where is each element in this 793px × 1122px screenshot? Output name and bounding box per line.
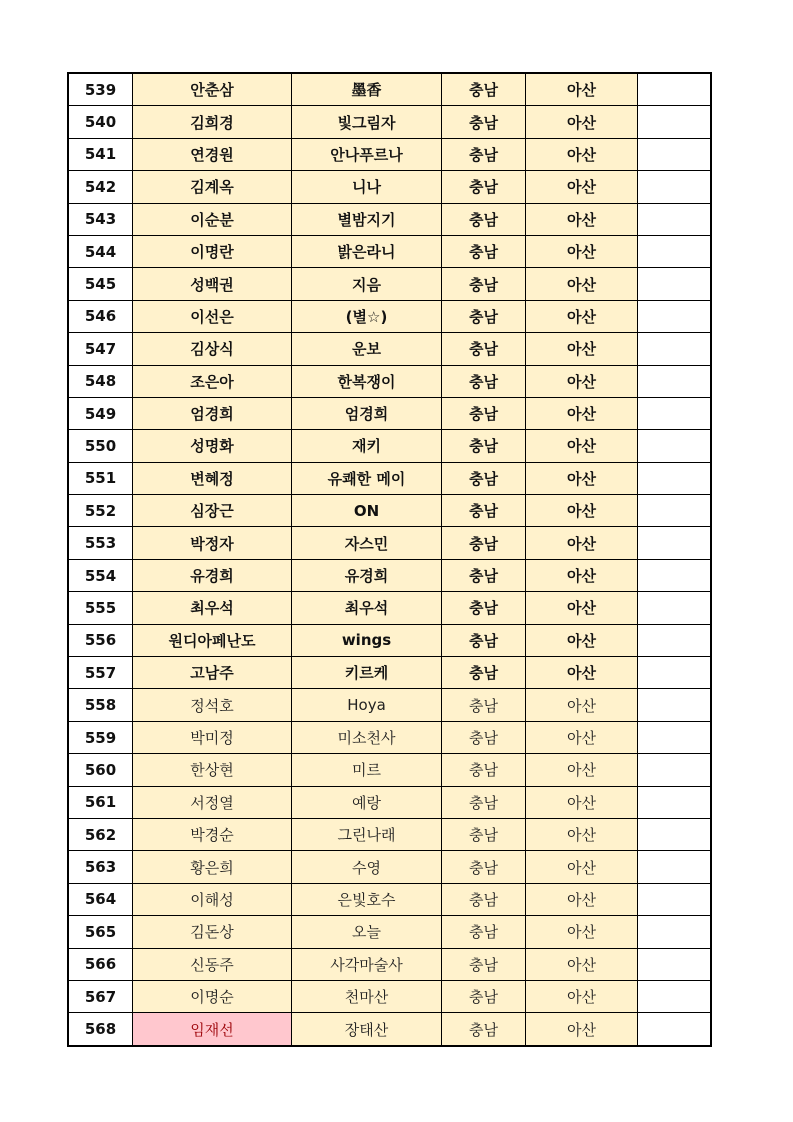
- empty-cell: [638, 397, 712, 429]
- row-number-cell: 563: [68, 851, 133, 883]
- nickname-cell: wings: [292, 624, 442, 656]
- empty-cell: [638, 754, 712, 786]
- name-cell: 정석호: [133, 689, 292, 721]
- row-number-cell: 541: [68, 138, 133, 170]
- nickname-cell: 재키: [292, 430, 442, 462]
- name-cell: 최우석: [133, 592, 292, 624]
- nickname-cell: ON: [292, 495, 442, 527]
- city-cell: 아산: [526, 203, 638, 235]
- province-cell: 충남: [442, 73, 526, 106]
- name-cell: 원디아페난도: [133, 624, 292, 656]
- name-cell: 이해성: [133, 883, 292, 915]
- city-cell: 아산: [526, 106, 638, 138]
- table-row: [68, 721, 711, 753]
- city-cell: 아산: [526, 754, 638, 786]
- province-cell: 충남: [442, 721, 526, 753]
- name-cell: 박경순: [133, 818, 292, 850]
- table-row: [68, 462, 711, 494]
- city-cell: 아산: [526, 624, 638, 656]
- city-cell: 아산: [526, 948, 638, 980]
- table-row: [68, 1013, 711, 1046]
- province-cell: 충남: [442, 365, 526, 397]
- province-cell: 충남: [442, 430, 526, 462]
- name-cell: 고남주: [133, 657, 292, 689]
- province-cell: 충남: [442, 106, 526, 138]
- table-row: [68, 268, 711, 300]
- province-cell: 충남: [442, 883, 526, 915]
- name-cell: 임재선: [133, 1013, 292, 1046]
- nickname-cell: 최우석: [292, 592, 442, 624]
- province-cell: 충남: [442, 527, 526, 559]
- nickname-cell: 한복쟁이: [292, 365, 442, 397]
- roster-body: [68, 73, 711, 1046]
- name-cell: 안춘삼: [133, 73, 292, 106]
- city-cell: 아산: [526, 689, 638, 721]
- row-number-cell: 566: [68, 948, 133, 980]
- empty-cell: [638, 786, 712, 818]
- name-cell: 한상현: [133, 754, 292, 786]
- table-row: [68, 980, 711, 1012]
- row-number-cell: 567: [68, 980, 133, 1012]
- city-cell: 아산: [526, 462, 638, 494]
- city-cell: 아산: [526, 559, 638, 591]
- row-number-cell: 560: [68, 754, 133, 786]
- row-number-cell: 562: [68, 818, 133, 850]
- row-number-cell: 553: [68, 527, 133, 559]
- name-cell: 연경원: [133, 138, 292, 170]
- empty-cell: [638, 980, 712, 1012]
- nickname-cell: 그린나래: [292, 818, 442, 850]
- row-number-cell: 544: [68, 235, 133, 267]
- name-cell: 김계옥: [133, 171, 292, 203]
- empty-cell: [638, 203, 712, 235]
- empty-cell: [638, 721, 712, 753]
- nickname-cell: 빛그림자: [292, 106, 442, 138]
- empty-cell: [638, 333, 712, 365]
- empty-cell: [638, 106, 712, 138]
- province-cell: 충남: [442, 1013, 526, 1046]
- province-cell: 충남: [442, 300, 526, 332]
- table-row: [68, 73, 711, 106]
- nickname-cell: 미소천사: [292, 721, 442, 753]
- row-number-cell: 556: [68, 624, 133, 656]
- city-cell: 아산: [526, 495, 638, 527]
- empty-cell: [638, 138, 712, 170]
- province-cell: 충남: [442, 592, 526, 624]
- nickname-cell: 유경희: [292, 559, 442, 591]
- row-number-cell: 548: [68, 365, 133, 397]
- empty-cell: [638, 527, 712, 559]
- roster-table: [67, 72, 712, 1047]
- table-row: [68, 430, 711, 462]
- name-cell: 심장근: [133, 495, 292, 527]
- name-cell: 이선은: [133, 300, 292, 332]
- nickname-cell: 장태산: [292, 1013, 442, 1046]
- row-number-cell: 551: [68, 462, 133, 494]
- table-row: [68, 527, 711, 559]
- province-cell: 충남: [442, 689, 526, 721]
- row-number-cell: 561: [68, 786, 133, 818]
- city-cell: 아산: [526, 73, 638, 106]
- province-cell: 충남: [442, 559, 526, 591]
- empty-cell: [638, 818, 712, 850]
- name-cell: 성백권: [133, 268, 292, 300]
- city-cell: 아산: [526, 333, 638, 365]
- city-cell: 아산: [526, 268, 638, 300]
- table-row: [68, 171, 711, 203]
- table-row: [68, 365, 711, 397]
- city-cell: 아산: [526, 818, 638, 850]
- nickname-cell: 안나푸르나: [292, 138, 442, 170]
- city-cell: 아산: [526, 527, 638, 559]
- table-row: [68, 203, 711, 235]
- name-cell: 성명화: [133, 430, 292, 462]
- table-row: [68, 592, 711, 624]
- nickname-cell: 墨香: [292, 73, 442, 106]
- name-cell: 박미정: [133, 721, 292, 753]
- table-row: [68, 689, 711, 721]
- nickname-cell: 지음: [292, 268, 442, 300]
- province-cell: 충남: [442, 138, 526, 170]
- row-number-cell: 545: [68, 268, 133, 300]
- row-number-cell: 554: [68, 559, 133, 591]
- name-cell: 김희경: [133, 106, 292, 138]
- empty-cell: [638, 300, 712, 332]
- province-cell: 충남: [442, 171, 526, 203]
- row-number-cell: 568: [68, 1013, 133, 1046]
- table-row: [68, 559, 711, 591]
- name-cell: 이명순: [133, 980, 292, 1012]
- province-cell: 충남: [442, 851, 526, 883]
- empty-cell: [638, 883, 712, 915]
- city-cell: 아산: [526, 592, 638, 624]
- nickname-cell: Hoya: [292, 689, 442, 721]
- city-cell: 아산: [526, 430, 638, 462]
- name-cell: 엄경희: [133, 397, 292, 429]
- nickname-cell: 밝은라니: [292, 235, 442, 267]
- province-cell: 충남: [442, 980, 526, 1012]
- empty-cell: [638, 462, 712, 494]
- empty-cell: [638, 430, 712, 462]
- row-number-cell: 557: [68, 657, 133, 689]
- nickname-cell: 은빛호수: [292, 883, 442, 915]
- empty-cell: [638, 73, 712, 106]
- row-number-cell: 547: [68, 333, 133, 365]
- row-number-cell: 552: [68, 495, 133, 527]
- row-number-cell: 539: [68, 73, 133, 106]
- city-cell: 아산: [526, 980, 638, 1012]
- row-number-cell: 546: [68, 300, 133, 332]
- city-cell: 아산: [526, 721, 638, 753]
- city-cell: 아산: [526, 883, 638, 915]
- nickname-cell: 키르케: [292, 657, 442, 689]
- empty-cell: [638, 657, 712, 689]
- nickname-cell: 자스민: [292, 527, 442, 559]
- city-cell: 아산: [526, 851, 638, 883]
- nickname-cell: 별밤지기: [292, 203, 442, 235]
- province-cell: 충남: [442, 203, 526, 235]
- city-cell: 아산: [526, 235, 638, 267]
- nickname-cell: 오늘: [292, 916, 442, 948]
- empty-cell: [638, 1013, 712, 1046]
- empty-cell: [638, 365, 712, 397]
- name-cell: 변혜정: [133, 462, 292, 494]
- nickname-cell: (별☆): [292, 300, 442, 332]
- row-number-cell: 540: [68, 106, 133, 138]
- table-row: [68, 495, 711, 527]
- name-cell: 이명란: [133, 235, 292, 267]
- table-row: [68, 106, 711, 138]
- nickname-cell: 수영: [292, 851, 442, 883]
- city-cell: 아산: [526, 365, 638, 397]
- empty-cell: [638, 171, 712, 203]
- name-cell: 유경희: [133, 559, 292, 591]
- province-cell: 충남: [442, 786, 526, 818]
- nickname-cell: 예랑: [292, 786, 442, 818]
- table-row: [68, 138, 711, 170]
- empty-cell: [638, 495, 712, 527]
- empty-cell: [638, 851, 712, 883]
- row-number-cell: 555: [68, 592, 133, 624]
- nickname-cell: 엄경희: [292, 397, 442, 429]
- province-cell: 충남: [442, 657, 526, 689]
- province-cell: 충남: [442, 235, 526, 267]
- province-cell: 충남: [442, 268, 526, 300]
- table-row: [68, 300, 711, 332]
- empty-cell: [638, 916, 712, 948]
- name-cell: 김상식: [133, 333, 292, 365]
- table-row: [68, 916, 711, 948]
- city-cell: 아산: [526, 397, 638, 429]
- province-cell: 충남: [442, 754, 526, 786]
- empty-cell: [638, 268, 712, 300]
- empty-cell: [638, 624, 712, 656]
- name-cell: 김돈상: [133, 916, 292, 948]
- nickname-cell: 운보: [292, 333, 442, 365]
- nickname-cell: 니나: [292, 171, 442, 203]
- name-cell: 조은아: [133, 365, 292, 397]
- name-cell: 이순분: [133, 203, 292, 235]
- empty-cell: [638, 592, 712, 624]
- province-cell: 충남: [442, 624, 526, 656]
- empty-cell: [638, 559, 712, 591]
- table-row: [68, 786, 711, 818]
- nickname-cell: 미르: [292, 754, 442, 786]
- row-number-cell: 542: [68, 171, 133, 203]
- province-cell: 충남: [442, 818, 526, 850]
- province-cell: 충남: [442, 916, 526, 948]
- city-cell: 아산: [526, 1013, 638, 1046]
- name-cell: 황은희: [133, 851, 292, 883]
- table-row: [68, 948, 711, 980]
- name-cell: 서정열: [133, 786, 292, 818]
- city-cell: 아산: [526, 171, 638, 203]
- nickname-cell: 유쾌한 메이: [292, 462, 442, 494]
- table-row: [68, 754, 711, 786]
- table-row: [68, 235, 711, 267]
- city-cell: 아산: [526, 300, 638, 332]
- empty-cell: [638, 235, 712, 267]
- city-cell: 아산: [526, 916, 638, 948]
- row-number-cell: 549: [68, 397, 133, 429]
- city-cell: 아산: [526, 138, 638, 170]
- row-number-cell: 550: [68, 430, 133, 462]
- empty-cell: [638, 689, 712, 721]
- city-cell: 아산: [526, 786, 638, 818]
- row-number-cell: 543: [68, 203, 133, 235]
- province-cell: 충남: [442, 333, 526, 365]
- table-row: [68, 818, 711, 850]
- nickname-cell: 사각마술사: [292, 948, 442, 980]
- name-cell: 신동주: [133, 948, 292, 980]
- table-row: [68, 657, 711, 689]
- table-row: [68, 397, 711, 429]
- city-cell: 아산: [526, 657, 638, 689]
- empty-cell: [638, 948, 712, 980]
- row-number-cell: 558: [68, 689, 133, 721]
- table-row: [68, 883, 711, 915]
- row-number-cell: 564: [68, 883, 133, 915]
- province-cell: 충남: [442, 397, 526, 429]
- table-row: [68, 624, 711, 656]
- province-cell: 충남: [442, 948, 526, 980]
- name-cell: 박정자: [133, 527, 292, 559]
- row-number-cell: 565: [68, 916, 133, 948]
- province-cell: 충남: [442, 462, 526, 494]
- nickname-cell: 천마산: [292, 980, 442, 1012]
- table-row: [68, 333, 711, 365]
- province-cell: 충남: [442, 495, 526, 527]
- table-row: [68, 851, 711, 883]
- row-number-cell: 559: [68, 721, 133, 753]
